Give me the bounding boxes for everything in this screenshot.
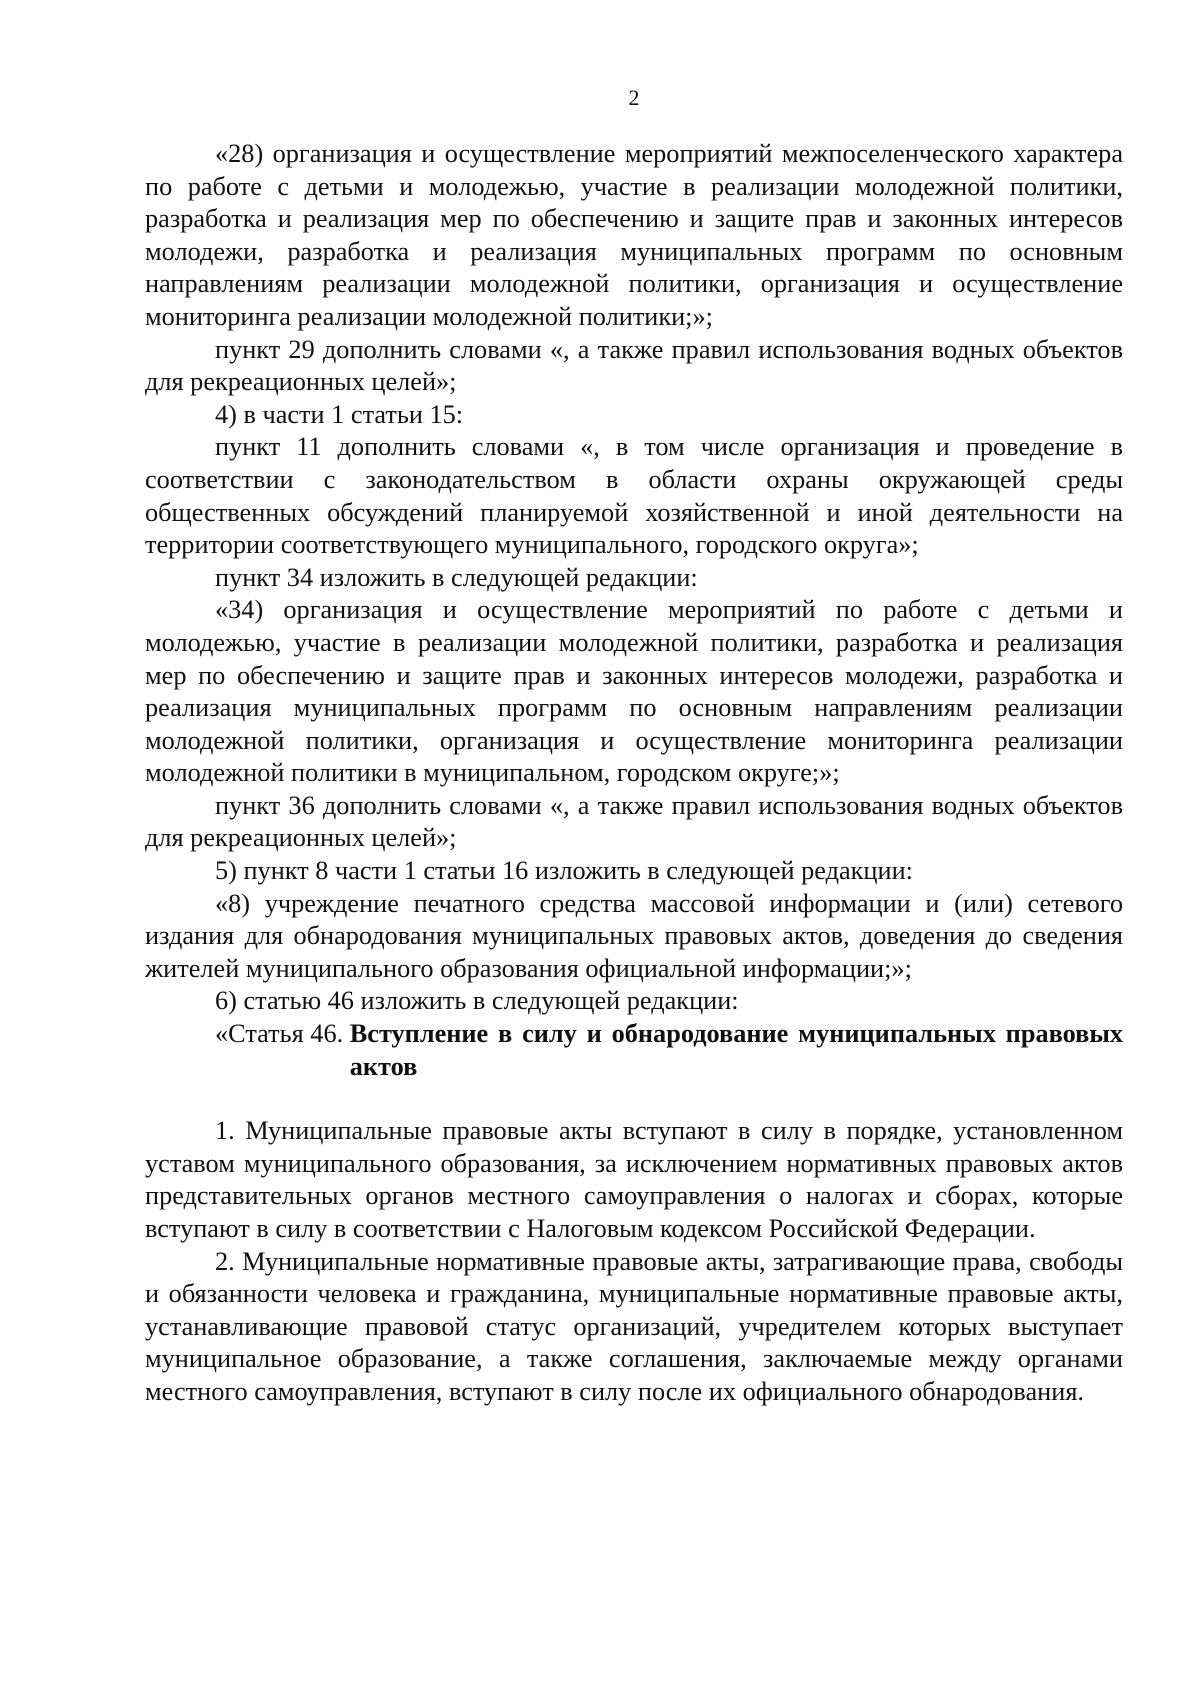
article-46-lead: «Статья 46.: [215, 1019, 350, 1049]
page-number: 2: [628, 85, 640, 110]
article-46-paragraph-1: 1. Муниципальные правовые акты вступают в силу в порядке, установленном уставом муниципального образования, за исключением нормативных правовых актов представительных органов местного самоуправления о налогах и сборах, которые вступают в силу в соответствии с Налоговым кодексом Российской Федерации.: [145, 1116, 1123, 1243]
article-46-paragraph-2: 2. Муниципальные нормативные правовые акты, затрагивающие права, свободы и обязанности человека и гражданина, муниципальные нормативные правовые акты, устанавливающие правовой статус организаций, учредителем которых выступает муниципальное образование, а также соглашения, заключаемые между органами местного самоуправления, вступают в силу после их официального обнародования.: [145, 1246, 1123, 1406]
paragraph-article-46-intro: 6) статью 46 изложить в следующей редакции:: [215, 986, 739, 1016]
paragraph-article-15-intro: 4) в части 1 статьи 15:: [215, 399, 464, 429]
paragraph-item-8: «8) учреждение печатного средства массовой информации и (или) сетевого издания для обнародования муниципальных правовых актов, доведения до сведения жителей муниципального образования официальной информации;»;: [145, 888, 1123, 983]
document-body: [145, 138, 1123, 1409]
paragraph-item-28: «28) организация и осуществление мероприятий межпоселенческого характера по работе с детьми и молодежью, участие в реализации молодежной политики, разработка и реализация мер по обеспечению и защите прав и законных интересов молодежи, разработка и реализация муниципальных программ по основным направлениям реализации молодежной политики, организация и осуществление мониторинга реализации молодежной политики;»;: [145, 139, 1123, 331]
paragraph-item-29-amendment: пункт 29 дополнить словами «, а также правил использования водных объектов для рекреационных целей»;: [145, 334, 1123, 397]
article-46-heading: [145, 1018, 1123, 1083]
paragraph-item-36-amendment: пункт 36 дополнить словами «, а также правил использования водных объектов для рекреационных целей»;: [145, 790, 1123, 853]
paragraph-item-34-intro: пункт 34 изложить в следующей редакции:: [215, 562, 698, 592]
section-gap: [145, 1083, 1123, 1115]
paragraph-item-34: «34) организация и осуществление мероприятий по работе с детьми и молодежью, участие в реализации молодежной политики, разработка и реализация мер по обеспечению и защите прав и законных интересов молодежи, разработка и реализация муниципальных программ по основным направлениям реализации молодежной политики, организация и осуществление мониторинга реализации молодежной политики в муниципальном, городском округе;»;: [145, 595, 1123, 788]
paragraph-item-11-amendment: пункт 11 дополнить словами «, в том числе организация и проведение в соответствии с законодательством в области охраны окружающей среды общественных обсуждений планируемой хозяйственной и иной деятельности на территории соответствующего муниципального, городского округа»;: [145, 432, 1123, 560]
paragraph-article-16-intro: 5) пункт 8 части 1 статьи 16 изложить в следующей редакции:: [215, 856, 913, 886]
article-46-title: Вступление в силу и обнародование муниципальных правовых актов: [349, 1019, 1123, 1081]
